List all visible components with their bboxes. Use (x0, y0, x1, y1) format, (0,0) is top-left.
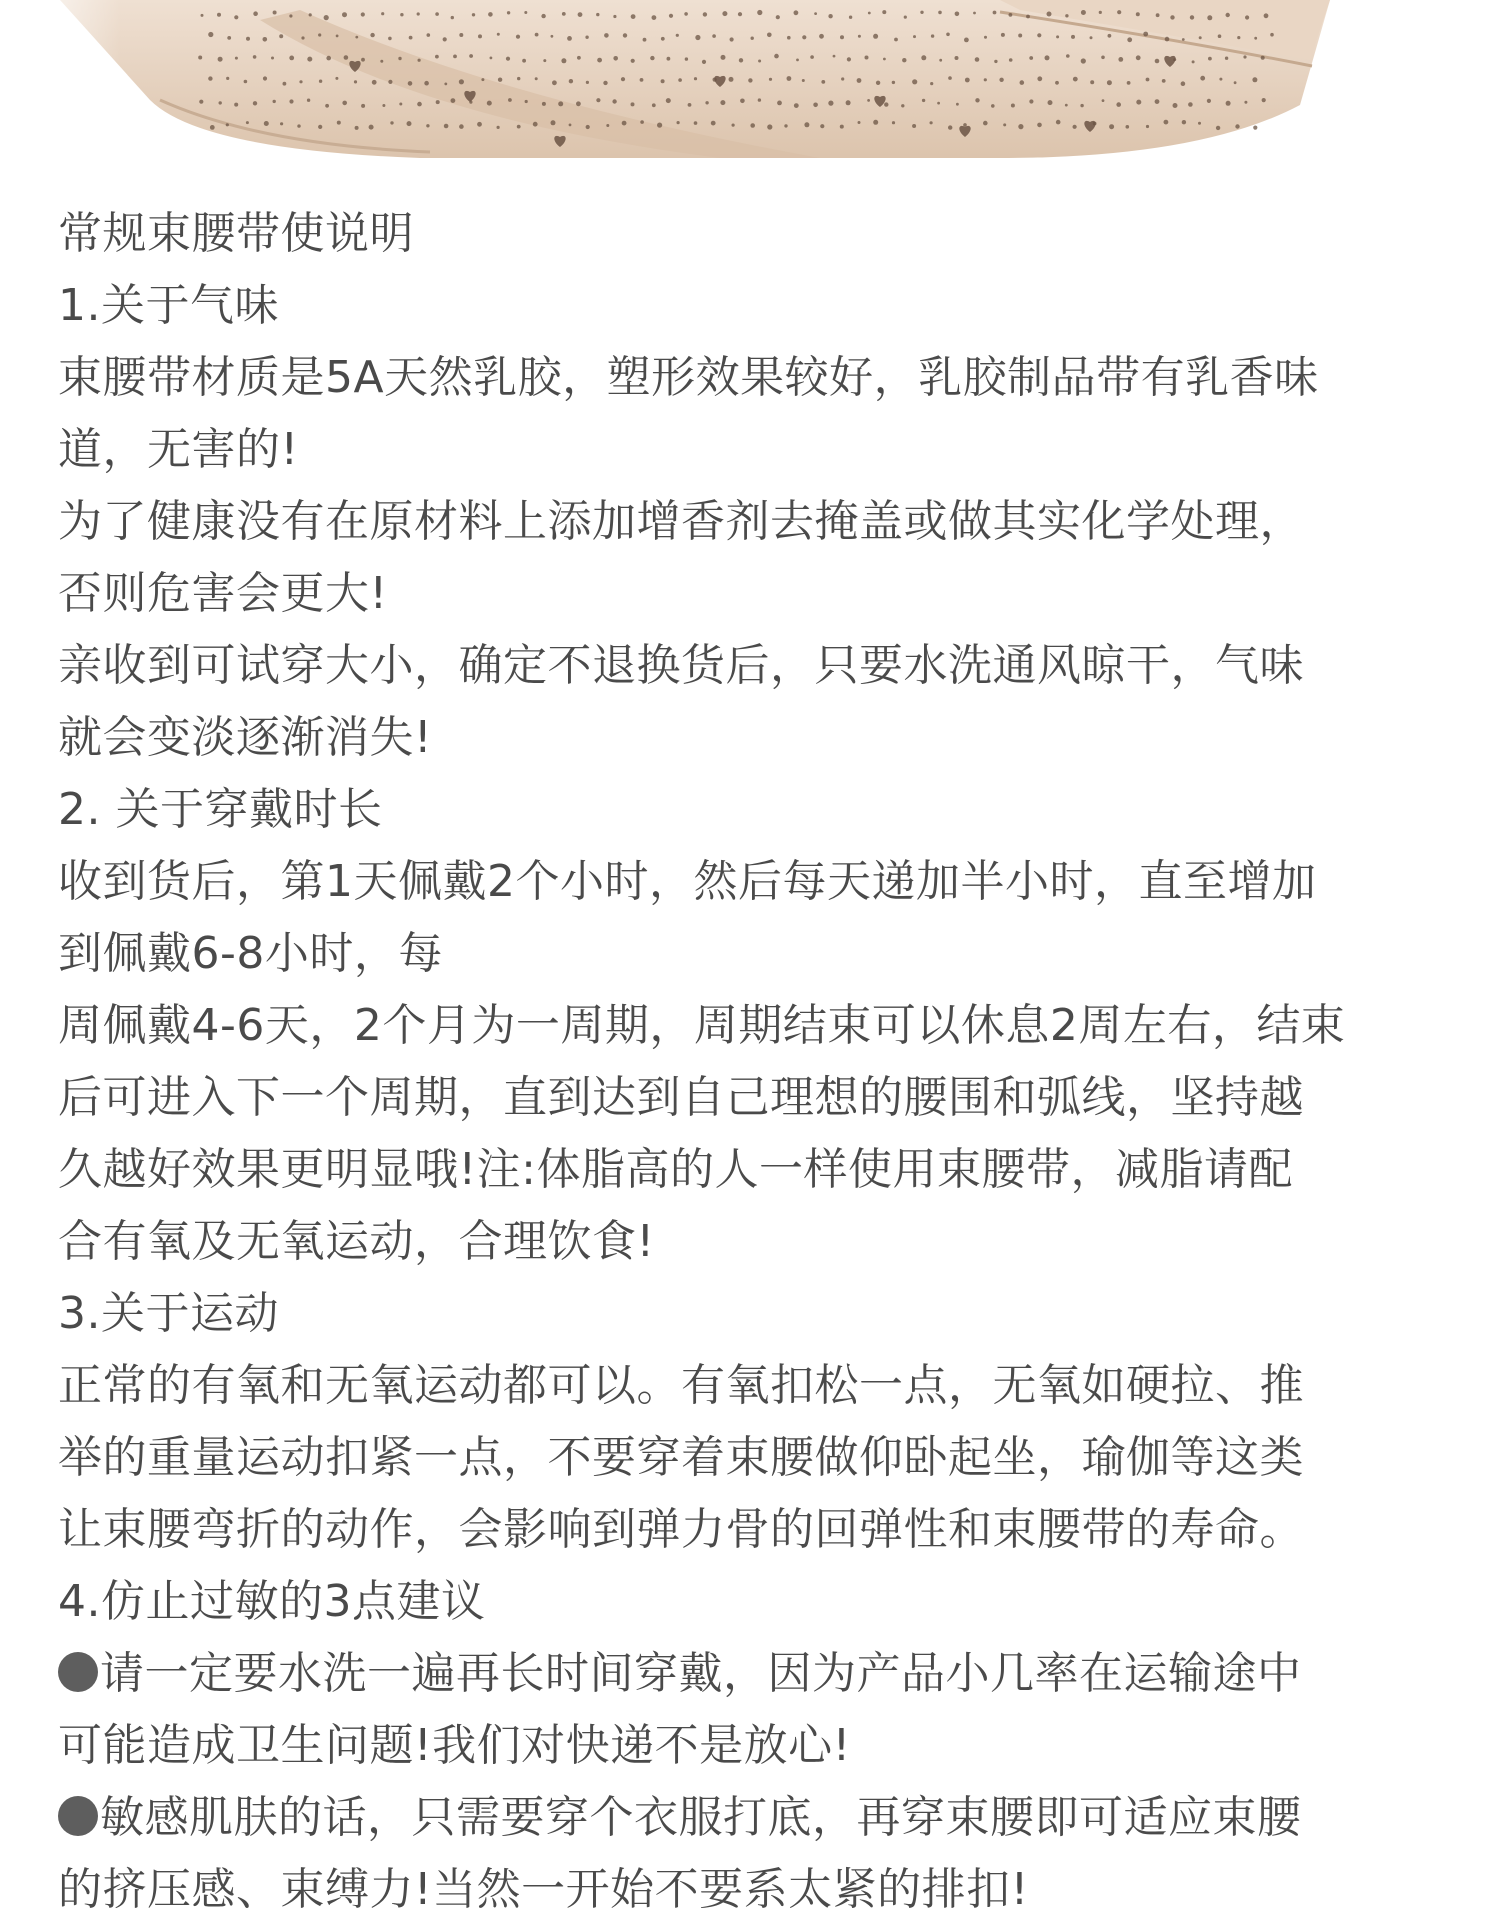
paragraph-line: 到佩戴6-8小时，每 (58, 928, 443, 979)
paragraph-line: 周佩戴4-6天，2个月为一周期，周期结束可以休息2周左右，结束 (58, 1000, 1346, 1051)
paragraph-line: 正常的有氧和无氧运动都可以。有氧扣松一点，无氧如硬拉、推 (58, 1360, 1304, 1411)
article (58, 198, 1458, 1926)
section-heading-allergy: 4.仿止过敏的3点建议 (58, 1576, 486, 1627)
paragraph-line: 久越好效果更明显哦!注:体脂高的人一样使用束腰带，减脂请配 (58, 1144, 1293, 1195)
paragraph-line: 的挤压感、束缚力!当然一开始不要系太紧的排扣! (58, 1864, 1029, 1915)
section-heading-wear-time: 2. 关于穿戴时长 (58, 784, 383, 835)
article-title: 常规束腰带使说明 (58, 208, 414, 259)
paragraph-line: 束腰带材质是5A天然乳胶，塑形效果较好，乳胶制品带有乳香味 (58, 352, 1319, 403)
bullet-line (58, 1782, 1458, 1854)
paragraph-line: 道，无害的! (58, 424, 299, 475)
paragraph-line: 就会变淡逐渐消失! (58, 712, 433, 763)
paragraph-line: 让束腰弯折的动作，会影响到弹力骨的回弹性和束腰带的寿命。 (58, 1504, 1304, 1555)
bullet-text: 请一定要水洗一遍再长时间穿戴，因为产品小几率在运输途中 (100, 1648, 1302, 1699)
paragraph-line: 为了健康没有在原材料上添加增香剂去掩盖或做其实化学处理， (58, 496, 1304, 547)
waist-trainer-photo (0, 0, 1500, 160)
section-heading-exercise: 3.关于运动 (58, 1288, 279, 1339)
paragraph-line: 可能造成卫生问题!我们对快递不是放心! (58, 1720, 851, 1771)
bullet-dot-icon (58, 1652, 98, 1692)
bullet-dot-icon (58, 1796, 98, 1836)
paragraph-line: 后可进入下一个周期，直到达到自己理想的腰围和弧线，坚持越 (58, 1072, 1304, 1123)
paragraph-line: 合有氧及无氧运动，合理饮食! (58, 1216, 655, 1267)
section-heading-odor: 1.关于气味 (58, 280, 279, 331)
paragraph-line: 收到货后，第1天佩戴2个小时，然后每天递加半小时，直至增加 (58, 856, 1317, 907)
bullet-text: 敏感肌肤的话，只需要穿个衣服打底，再穿束腰即可适应束腰 (100, 1792, 1302, 1843)
paragraph-line: 否则危害会更大! (58, 568, 388, 619)
paragraph-line: 亲收到可试穿大小，确定不退换货后，只要水洗通风晾干，气味 (58, 640, 1304, 691)
waist-trainer-illustration (0, 0, 1500, 160)
paragraph-line: 举的重量运动扣紧一点，不要穿着束腰做仰卧起坐，瑜伽等这类 (58, 1432, 1304, 1483)
bullet-line (58, 1638, 1458, 1710)
